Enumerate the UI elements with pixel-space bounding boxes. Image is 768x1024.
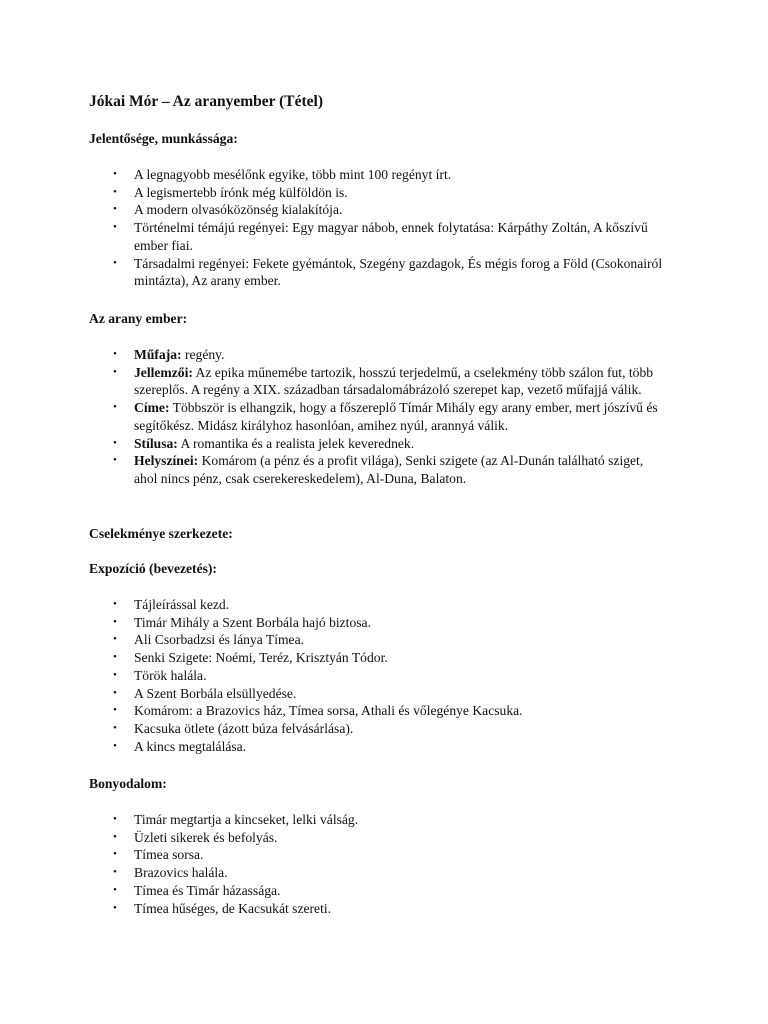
bullet-icon: • [113,704,117,717]
bullet-icon: • [113,256,117,269]
section-heading-exposition: Expozíció (bevezetés): [89,561,217,576]
bullet-icon: • [113,721,117,734]
list-item: • Üzleti sikerek és befolyás. [113,829,278,845]
bullet-icon: • [113,185,117,198]
bullet-icon: • [113,348,117,360]
bullet-icon: • [113,866,117,879]
list-significance [0,166,768,290]
list-item: • Tímea és Timár házassága. [113,882,281,898]
bullet-icon: • [113,454,117,467]
bullet-icon: • [113,883,117,896]
bullet-icon: • [113,203,117,216]
bullet-icon: • [113,365,117,378]
section-heading-significance: Jelentősége, munkássága: [89,131,238,146]
list-item: • Címe: Többször is elhangzik, hogy a főszereplő Tímár Mihály egy arany ember, mert jószívű és segítőkész. Midász királyhoz hasonlóan, amihez nyúl, arannyá válik. [113,400,658,433]
bullet-icon: • [113,221,117,234]
bullet-icon: • [113,436,117,449]
list-item: • Komárom: a Brazovics ház, Tímea sorsa, Athali és vőlegénye Kacsuka. [113,703,523,719]
list-exposition [0,596,768,755]
bullet-icon: • [113,901,117,914]
bullet-icon: • [113,668,117,681]
bullet-icon: • [113,848,117,861]
list-item: • Társadalmi regényei: Fekete gyémántok, Szegény gazdagok, És mégis forog a Föld (Csokonairól mintázta), Az arany ember. [113,255,663,289]
bullet-icon: • [113,168,117,180]
list-item: • Jellemzői: Az epika műnemébe tartozik, hosszú terjedelmű, a cselekmény több szálon fut, több szereplős. A regény a XIX. században társadalomábrázoló szerepet kap, vezető műfajjá válik. [113,364,654,398]
list-item: • Helyszínei: Komárom (a pénz és a profit világa), Senki szigete (az Al-Dunán található sziget, ahol nincs pénz, csak cserekereskedelem), Al-Duna, Balaton. [113,453,644,486]
bullet-icon: • [113,651,117,664]
bullet-icon: • [113,615,117,628]
bullet-icon: • [113,686,117,699]
list-item: • Tímea sorsa. [113,847,204,863]
list-novel [0,346,768,488]
bullet-icon: • [113,633,117,646]
list-item: • Brazovics halála. [113,865,228,881]
bullet-icon: • [113,813,117,825]
list-item: • Timár megtartja a kincseket, lelki válság. [113,812,359,827]
list-item: • Tájleírással kezd. [113,597,230,612]
list-item: • Török halála. [113,667,207,683]
list-item: • A legismertebb írónk még külföldön is. [113,184,348,200]
list-item: • Senki Szigete: Noémi, Teréz, Krisztyán Tódor. [113,650,388,666]
bullet-icon: • [113,739,117,752]
list-item: • A legnagyobb mesélőnk egyike, több mint 100 regényt írt. [113,167,452,182]
list-item: • Kacsuka ötlete (ázott búza felvásárlása). [113,720,354,736]
list-item: • A modern olvasóközönség kialakítója. [113,202,343,218]
list-item: • A Szent Borbála elsüllyedése. [113,685,297,701]
section-heading-novel: Az arany ember: [89,311,188,326]
bullet-icon: • [113,830,117,843]
list-item: • Tímea hűséges, de Kacsukát szereti. [113,900,332,916]
bullet-icon: • [113,401,117,414]
document-title: Jókai Mór – Az aranyember (Tétel) [89,93,324,110]
section-heading-complication: Bonyodalom: [89,776,167,791]
list-item: • Történelmi témájú regényei: Egy magyar nábob, ennek folytatása: Kárpáthy Zoltán, A kőszívű ember fiai. [113,220,648,253]
section-heading-structure: Cselekménye szerkezete: [89,526,233,541]
bullet-icon: • [113,598,117,610]
list-item: • Műfaja: regény. [113,347,225,362]
list-item: • Timár Mihály a Szent Borbála hajó biztosa. [113,614,371,630]
list-item: • A kincs megtalálása. [113,738,247,754]
list-item: • Stílusa: A romantika és a realista jelek keverednek. [113,435,415,451]
list-complication [0,811,768,917]
list-item: • Ali Csorbadzsi és lánya Tímea. [113,632,305,648]
